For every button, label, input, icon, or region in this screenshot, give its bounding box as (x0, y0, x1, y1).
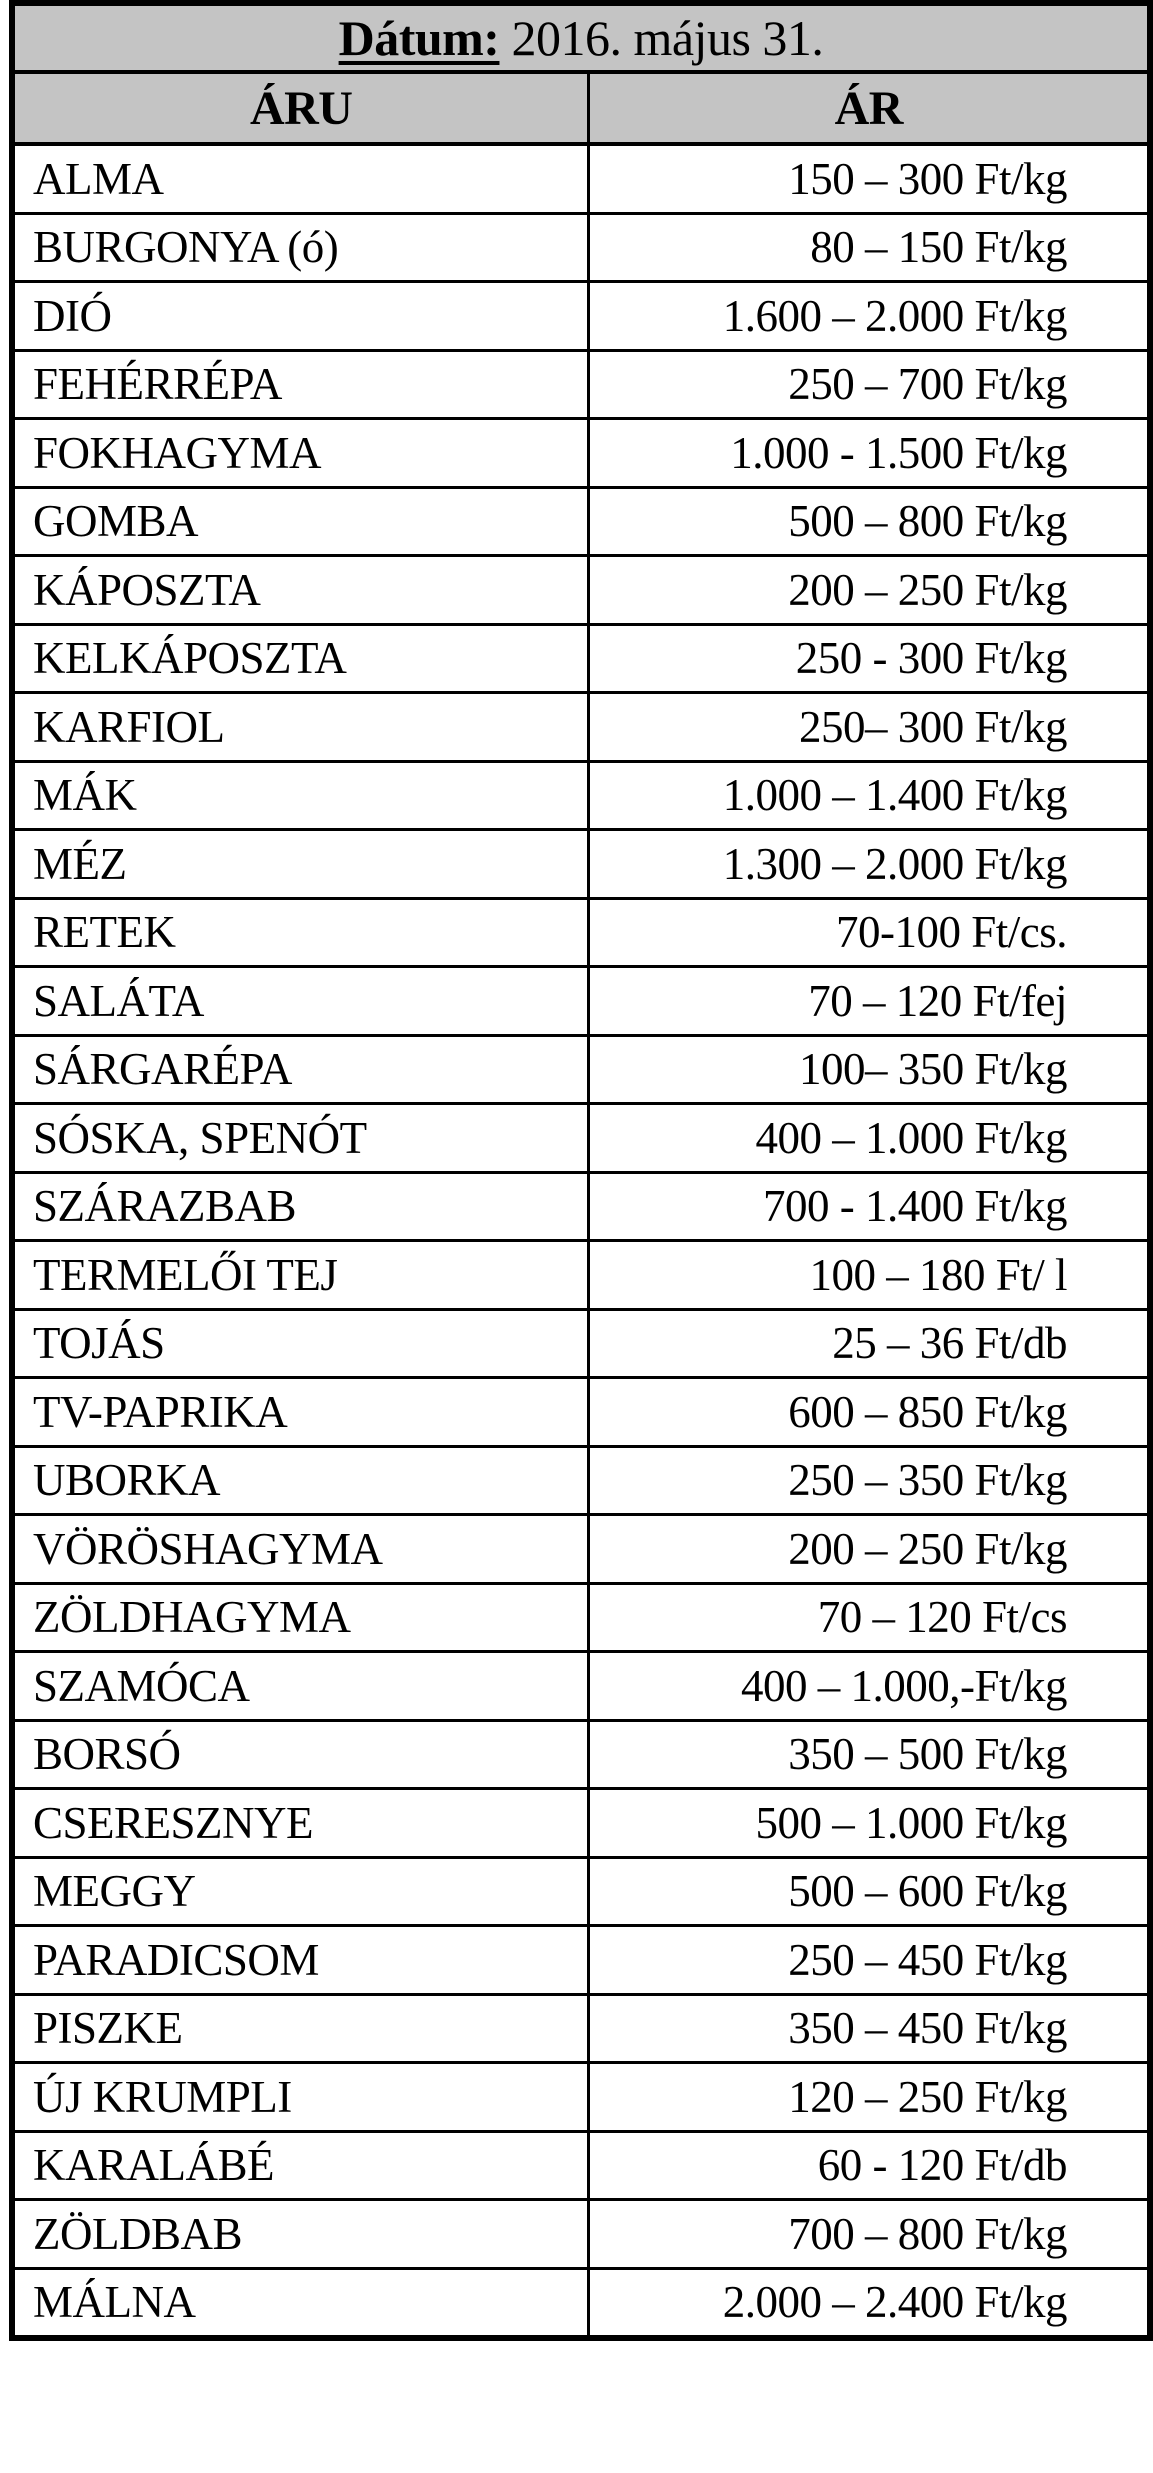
date-label: Dátum: (338, 10, 500, 66)
product-cell: MÁLNA (12, 2268, 589, 2338)
product-cell: KÁPOSZTA (12, 556, 589, 625)
table-row (12, 282, 1150, 351)
product-cell: MÁK (12, 761, 589, 830)
product-cell: ZÖLDHAGYMA (12, 1583, 589, 1652)
price-cell: 400 – 1.000 Ft/kg (589, 1104, 1150, 1173)
table-row (12, 1515, 1150, 1584)
product-cell: CSERESZNYE (12, 1789, 589, 1858)
table-row (12, 2268, 1150, 2338)
price-cell: 350 – 500 Ft/kg (589, 1720, 1150, 1789)
price-cell: 200 – 250 Ft/kg (589, 1515, 1150, 1584)
price-cell: 1.000 – 1.400 Ft/kg (589, 761, 1150, 830)
date-value: 2016. május 31. (511, 10, 824, 66)
product-cell: KARFIOL (12, 693, 589, 762)
product-cell: FEHÉRRÉPA (12, 350, 589, 419)
table-row (12, 1378, 1150, 1447)
price-cell: 2.000 – 2.400 Ft/kg (589, 2268, 1150, 2338)
product-cell: BORSÓ (12, 1720, 589, 1789)
price-cell: 200 – 250 Ft/kg (589, 556, 1150, 625)
price-cell: 250 - 300 Ft/kg (589, 624, 1150, 693)
table-row (12, 213, 1150, 282)
product-cell: SALÁTA (12, 967, 589, 1036)
date-header-cell (12, 3, 1150, 72)
table-row (12, 624, 1150, 693)
table-row (12, 2063, 1150, 2132)
price-cell: 60 - 120 Ft/db (589, 2131, 1150, 2200)
product-cell: PARADICSOM (12, 1926, 589, 1995)
price-cell: 25 – 36 Ft/db (589, 1309, 1150, 1378)
date-header-row (12, 3, 1150, 72)
table-row (12, 1720, 1150, 1789)
table-row (12, 1446, 1150, 1515)
table-row (12, 1583, 1150, 1652)
product-cell: DIÓ (12, 282, 589, 351)
price-cell: 70 – 120 Ft/fej (589, 967, 1150, 1036)
price-cell: 350 – 450 Ft/kg (589, 1994, 1150, 2063)
table-row (12, 350, 1150, 419)
product-cell: FOKHAGYMA (12, 419, 589, 488)
table-row (12, 761, 1150, 830)
table-row (12, 1994, 1150, 2063)
product-cell: RETEK (12, 898, 589, 967)
table-row (12, 1789, 1150, 1858)
table-row (12, 487, 1150, 556)
price-table-body (12, 144, 1150, 2338)
price-cell: 1.600 – 2.000 Ft/kg (589, 282, 1150, 351)
product-cell: GOMBA (12, 487, 589, 556)
price-cell: 70-100 Ft/cs. (589, 898, 1150, 967)
price-cell: 150 – 300 Ft/kg (589, 144, 1150, 213)
price-cell: 80 – 150 Ft/kg (589, 213, 1150, 282)
table-row (12, 1309, 1150, 1378)
price-cell: 400 – 1.000,-Ft/kg (589, 1652, 1150, 1721)
table-row (12, 2131, 1150, 2200)
table-row (12, 1035, 1150, 1104)
column-header-product: ÁRU (12, 72, 589, 144)
price-cell: 250 – 700 Ft/kg (589, 350, 1150, 419)
price-cell: 500 – 800 Ft/kg (589, 487, 1150, 556)
product-cell: KELKÁPOSZTA (12, 624, 589, 693)
product-cell: SÁRGARÉPA (12, 1035, 589, 1104)
price-cell: 250 – 450 Ft/kg (589, 1926, 1150, 1995)
table-row (12, 693, 1150, 762)
table-row (12, 1857, 1150, 1926)
price-cell: 70 – 120 Ft/cs (589, 1583, 1150, 1652)
product-cell: ZÖLDBAB (12, 2200, 589, 2269)
product-cell: TOJÁS (12, 1309, 589, 1378)
product-cell: SÓSKA, SPENÓT (12, 1104, 589, 1173)
price-cell: 700 – 800 Ft/kg (589, 2200, 1150, 2269)
product-cell: ÚJ KRUMPLI (12, 2063, 589, 2132)
price-cell: 120 – 250 Ft/kg (589, 2063, 1150, 2132)
table-row (12, 1104, 1150, 1173)
table-row (12, 419, 1150, 488)
table-row (12, 1241, 1150, 1310)
product-cell: ALMA (12, 144, 589, 213)
column-header-row (12, 72, 1150, 144)
price-cell: 500 – 1.000 Ft/kg (589, 1789, 1150, 1858)
table-row (12, 1652, 1150, 1721)
product-cell: BURGONYA (ó) (12, 213, 589, 282)
price-cell: 100– 350 Ft/kg (589, 1035, 1150, 1104)
table-row (12, 1926, 1150, 1995)
product-cell: MÉZ (12, 830, 589, 899)
product-cell: TERMELŐI TEJ (12, 1241, 589, 1310)
column-header-price: ÁR (589, 72, 1150, 144)
price-table (9, 0, 1153, 2341)
table-row (12, 898, 1150, 967)
product-cell: MEGGY (12, 1857, 589, 1926)
product-cell: SZAMÓCA (12, 1652, 589, 1721)
table-row (12, 2200, 1150, 2269)
table-row (12, 144, 1150, 213)
product-cell: KARALÁBÉ (12, 2131, 589, 2200)
table-row (12, 830, 1150, 899)
product-cell: SZÁRAZBAB (12, 1172, 589, 1241)
table-row (12, 967, 1150, 1036)
table-row (12, 556, 1150, 625)
table-row (12, 1172, 1150, 1241)
price-cell: 250 – 350 Ft/kg (589, 1446, 1150, 1515)
price-cell: 600 – 850 Ft/kg (589, 1378, 1150, 1447)
price-cell: 500 – 600 Ft/kg (589, 1857, 1150, 1926)
product-cell: PISZKE (12, 1994, 589, 2063)
price-cell: 700 - 1.400 Ft/kg (589, 1172, 1150, 1241)
price-cell: 250– 300 Ft/kg (589, 693, 1150, 762)
price-cell: 1.000 - 1.500 Ft/kg (589, 419, 1150, 488)
price-table-head (12, 3, 1150, 144)
price-cell: 1.300 – 2.000 Ft/kg (589, 830, 1150, 899)
product-cell: UBORKA (12, 1446, 589, 1515)
product-cell: TV-PAPRIKA (12, 1378, 589, 1447)
price-cell: 100 – 180 Ft/ l (589, 1241, 1150, 1310)
product-cell: VÖRÖSHAGYMA (12, 1515, 589, 1584)
